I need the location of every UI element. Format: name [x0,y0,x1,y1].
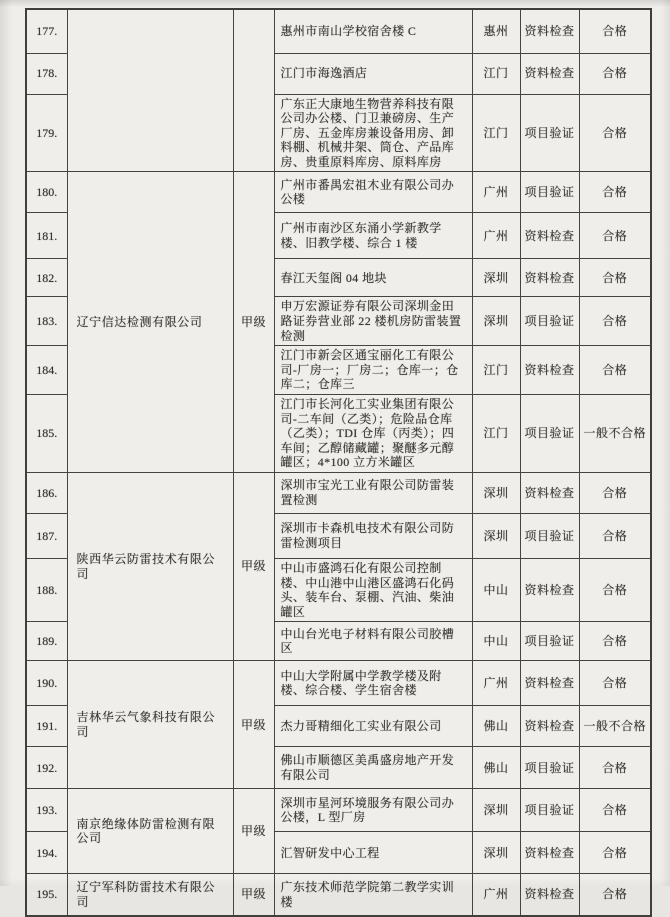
project-cell: 江门市海逸酒店 [274,53,472,94]
row-number-cell: 178. [26,53,67,94]
project-cell: 广州市番禺宏祖木业有限公司办公楼 [274,172,472,213]
city-cell: 广州 [472,661,520,706]
project-cell: 中山台光电子材料有限公司胶槽区 [274,622,472,661]
result-cell: 合格 [579,622,651,661]
city-cell: 深圳 [472,259,520,297]
check-type-cell: 项目验证 [520,514,579,559]
result-cell: 一般不合格 [579,706,651,747]
check-type-cell: 资料检查 [520,9,579,53]
result-cell: 合格 [579,53,651,94]
result-cell: 合格 [579,661,651,706]
result-cell: 合格 [579,213,651,259]
check-type-cell: 资料检查 [520,346,579,395]
check-type-cell: 资料检查 [520,706,579,747]
city-cell: 深圳 [472,789,520,832]
city-cell: 广州 [472,172,520,213]
check-type-cell: 项目验证 [520,395,579,473]
city-cell: 江门 [472,53,520,94]
row-number-cell: 180. [26,172,67,213]
grade-cell: 甲级 [233,172,274,473]
project-cell: 江门市新会区通宝丽化工有限公司-厂房一；厂房二；仓库一；仓库二；仓库三 [274,346,472,395]
result-cell: 合格 [579,874,651,916]
project-cell: 深圳市宝光工业有限公司防雷装置检测 [274,473,472,514]
result-cell: 合格 [579,559,651,622]
project-cell: 中山大学附属中学教学楼及附楼、综合楼、学生宿舍楼 [274,661,472,706]
result-cell: 合格 [579,346,651,395]
table-row [26,172,651,213]
check-type-cell: 资料检查 [520,213,579,259]
project-cell: 江门市长河化工实业集团有限公司-二车间（乙类）；危险品仓库（乙类）；TDI 仓库（丙类）；四车间；乙醇储藏罐；聚醚多元醇罐区；4*100 立方米罐区 [274,395,472,473]
result-cell: 合格 [579,832,651,874]
row-number-cell: 193. [26,789,67,832]
row-number-cell: 190. [26,661,67,706]
city-cell: 深圳 [472,297,520,346]
row-number-cell: 184. [26,346,67,395]
check-type-cell: 项目验证 [520,622,579,661]
table-row [26,874,651,916]
city-cell: 深圳 [472,473,520,514]
row-number-cell: 188. [26,559,67,622]
row-number-cell: 182. [26,259,67,297]
check-type-cell: 资料检查 [520,559,579,622]
city-cell: 中山 [472,622,520,661]
result-cell: 合格 [579,9,651,53]
city-cell: 江门 [472,94,520,172]
city-cell: 广州 [472,874,520,916]
row-number-cell: 194. [26,832,67,874]
row-number-cell: 183. [26,297,67,346]
company-cell [67,9,233,172]
table-row [26,9,651,53]
grade-cell [233,9,274,172]
check-type-cell: 资料检查 [520,832,579,874]
company-cell: 南京绝缘体防雷检测有限公司 [67,789,233,874]
result-cell: 合格 [579,514,651,559]
city-cell: 佛山 [472,706,520,747]
row-number-cell: 181. [26,213,67,259]
project-cell: 汇智研发中心工程 [274,832,472,874]
table-row [26,473,651,514]
city-cell: 深圳 [472,832,520,874]
grade-cell: 甲级 [233,661,274,789]
grade-cell: 甲级 [233,473,274,661]
project-cell: 中山市盛鸿石化有限公司控制楼、中山港中山港区盛鸿石化码头、装车台、泵棚、汽油、柴油罐区 [274,559,472,622]
check-type-cell: 项目验证 [520,297,579,346]
result-cell: 合格 [579,259,651,297]
project-cell: 春江天玺阁 04 地块 [274,259,472,297]
grade-cell: 甲级 [233,789,274,874]
city-cell: 惠州 [472,9,520,53]
document-table-body [26,9,651,916]
check-type-cell: 项目验证 [520,172,579,213]
row-number-cell: 179. [26,94,67,172]
company-cell: 陕西华云防雷技术有限公司 [67,473,233,661]
check-type-cell: 资料检查 [520,53,579,94]
project-cell: 广州市南沙区东涌小学新教学楼、旧教学楼、综合 1 楼 [274,213,472,259]
check-type-cell: 资料检查 [520,874,579,916]
project-cell: 广东正大康地生物营养科技有限公司办公楼、门卫兼磅房、生产厂房、五金库房兼设备用房、卸料棚、机械井架、筒仓、产品库房、贵重原料库房、原料库房 [274,94,472,172]
city-cell: 广州 [472,213,520,259]
table-row [26,661,651,706]
row-number-cell: 186. [26,473,67,514]
check-type-cell: 资料检查 [520,259,579,297]
inspection-results-table [25,8,652,917]
company-cell: 辽宁信达检测有限公司 [67,172,233,473]
check-type-cell: 项目验证 [520,747,579,789]
result-cell: 合格 [579,94,651,172]
project-cell: 杰力哥精细化工实业有限公司 [274,706,472,747]
result-cell: 合格 [579,789,651,832]
check-type-cell: 资料检查 [520,473,579,514]
city-cell: 深圳 [472,514,520,559]
company-cell: 辽宁军科防雷技术有限公司 [67,874,233,916]
result-cell: 一般不合格 [579,395,651,473]
project-cell: 申万宏源证券有限公司深圳金田路证券营业部 22 楼机房防雷装置检测 [274,297,472,346]
result-cell: 合格 [579,473,651,514]
project-cell: 深圳市星河环境服务有限公司办公楼，L 型厂房 [274,789,472,832]
result-cell: 合格 [579,297,651,346]
project-cell: 惠州市南山学校宿舍楼 C [274,9,472,53]
city-cell: 江门 [472,395,520,473]
company-cell: 吉林华云气象科技有限公司 [67,661,233,789]
row-number-cell: 187. [26,514,67,559]
result-cell: 合格 [579,172,651,213]
check-type-cell: 项目验证 [520,94,579,172]
city-cell: 中山 [472,559,520,622]
row-number-cell: 177. [26,9,67,53]
grade-cell: 甲级 [233,874,274,916]
project-cell: 深圳市卡森机电技术有限公司防雷检测项目 [274,514,472,559]
city-cell: 佛山 [472,747,520,789]
row-number-cell: 185. [26,395,67,473]
result-cell: 合格 [579,747,651,789]
row-number-cell: 192. [26,747,67,789]
table-row [26,789,651,832]
row-number-cell: 189. [26,622,67,661]
check-type-cell: 项目验证 [520,789,579,832]
project-cell: 广东技术师范学院第二教学实训楼 [274,874,472,916]
row-number-cell: 191. [26,706,67,747]
city-cell: 江门 [472,346,520,395]
row-number-cell: 195. [26,874,67,916]
project-cell: 佛山市顺德区美禹盛房地产开发有限公司 [274,747,472,789]
check-type-cell: 资料检查 [520,661,579,706]
